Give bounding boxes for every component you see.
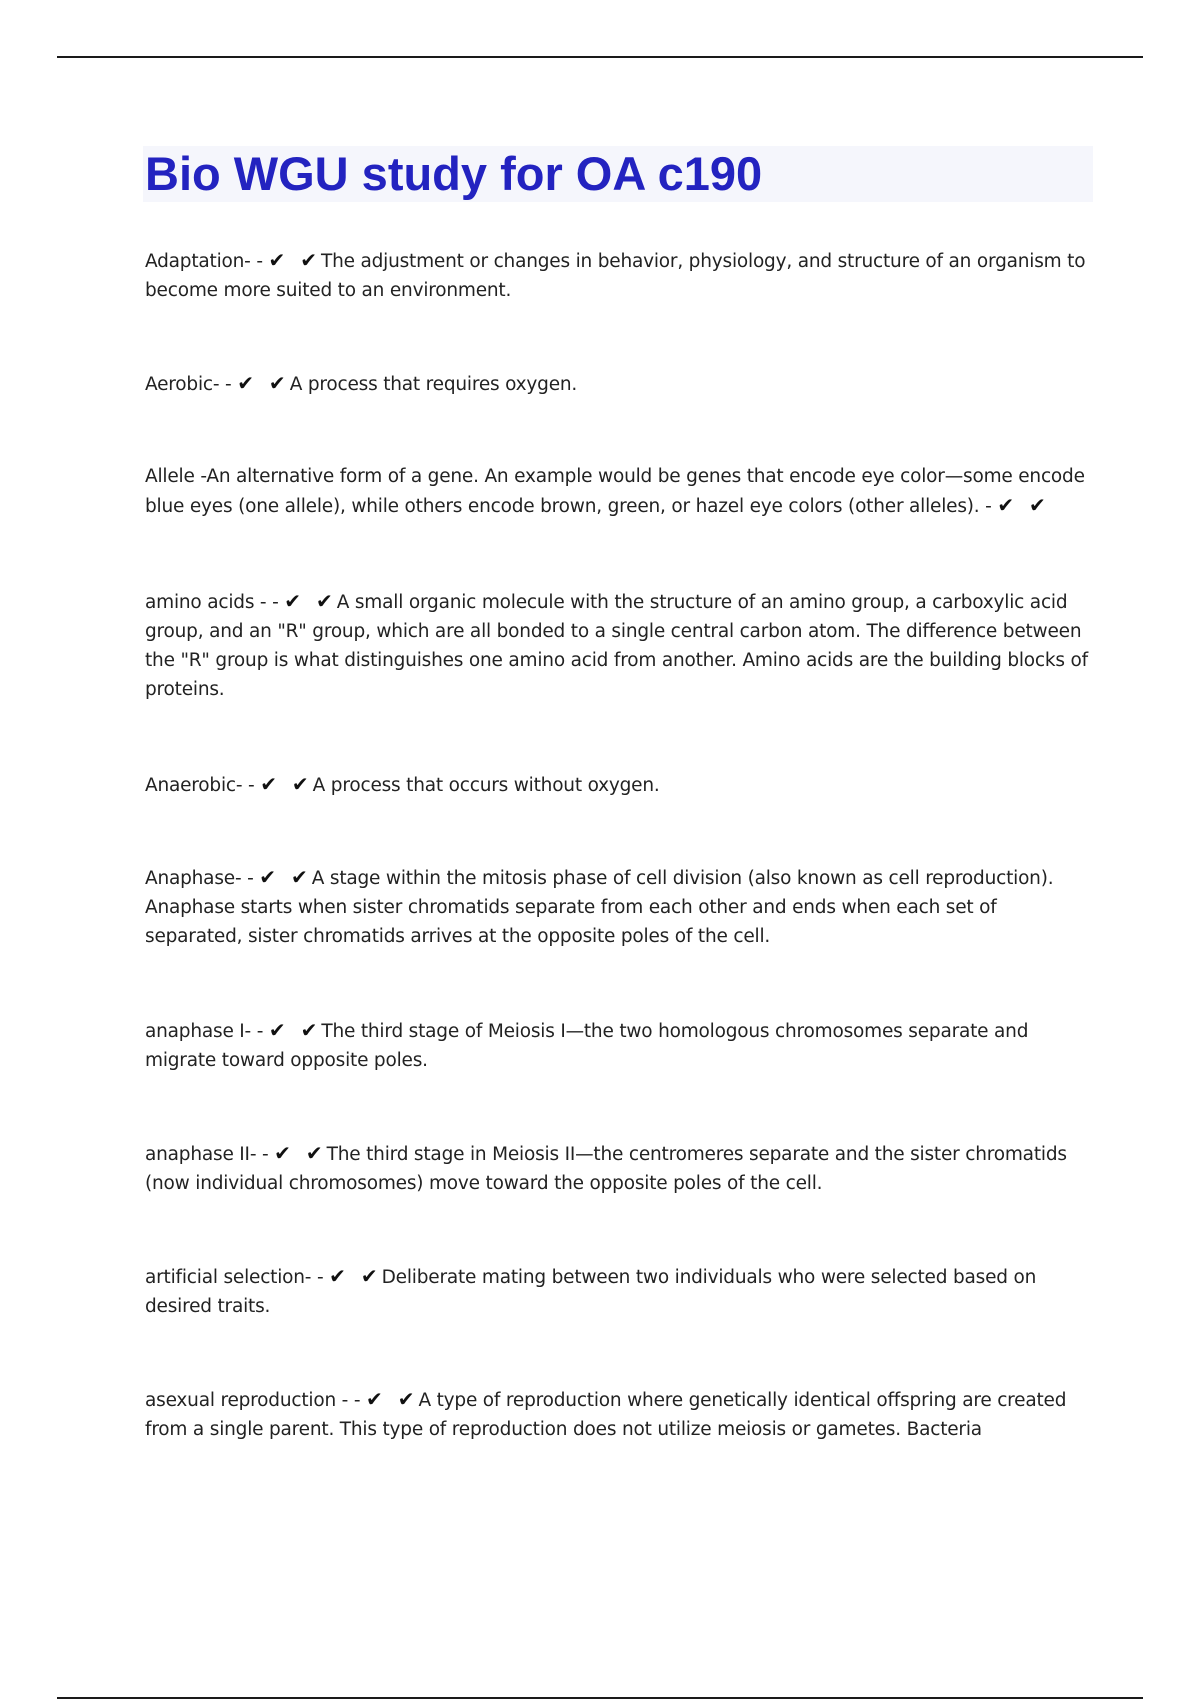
check-marks-icon: ✔ ✔ bbox=[997, 493, 1050, 517]
entry-amino-acids bbox=[145, 587, 1095, 704]
bottom-rule bbox=[57, 1697, 1143, 1699]
check-marks-icon: ✔ ✔ bbox=[260, 772, 313, 796]
entry-definition: The adjustment or changes in behavior, physiology, and structure of an organism to become more suited to an environment. bbox=[145, 251, 1086, 301]
entry-definition: A process that requires oxygen. bbox=[289, 374, 578, 395]
entry-definition: A stage within the mitosis phase of cell division (also known as cell reproduction). Anaphase starts when sister chromatids separate from each other and ends when each set of separated, sister chromatids arrives at the opposite poles of the cell. bbox=[145, 868, 1054, 947]
document-title: Bio WGU study for OA c190 bbox=[145, 147, 763, 200]
check-marks-icon: ✔ ✔ bbox=[274, 1141, 327, 1165]
entry-term: anaphase I- - bbox=[145, 1021, 269, 1042]
entry-anaerobic bbox=[145, 770, 1095, 800]
entry-term: asexual reproduction - - bbox=[145, 1390, 366, 1411]
entry-term: amino acids - - bbox=[145, 592, 285, 613]
entry-term: anaphase II- - bbox=[145, 1144, 275, 1165]
top-rule bbox=[57, 56, 1143, 58]
entry-term: Allele -An alternative form of a gene. An example would be genes that encode eye color—some encode blue eyes (one allele), while others encode brown, green, or hazel eye colors (other alleles). - bbox=[145, 466, 1085, 517]
entry-definition: Deliberate mating between two individuals who were selected based on desired traits. bbox=[145, 1267, 1037, 1317]
check-marks-icon: ✔ ✔ bbox=[237, 371, 290, 395]
entry-definition: A process that occurs without oxygen. bbox=[312, 775, 660, 796]
entry-definition: A small organic molecule with the structure of an amino group, a carboxylic acid group, and an "R" group, which are all bonded to a single central carbon atom. The difference between the "R" group is what distinguishes one amino acid from another. Amino acids are the building blocks of proteins. bbox=[145, 592, 1088, 700]
entry-aerobic bbox=[145, 369, 1095, 399]
entry-anaphase-ii bbox=[145, 1139, 1095, 1198]
title-banner bbox=[143, 146, 1093, 202]
entry-adaptation bbox=[145, 246, 1095, 305]
check-marks-icon: ✔ ✔ bbox=[365, 1387, 419, 1411]
entry-artificial-selection bbox=[145, 1262, 1095, 1321]
entry-asexual-reproduction bbox=[145, 1385, 1095, 1444]
check-marks-icon: ✔ ✔ bbox=[268, 248, 321, 272]
check-marks-icon: ✔ ✔ bbox=[329, 1264, 382, 1288]
entry-anaphase bbox=[145, 863, 1095, 951]
check-marks-icon: ✔ ✔ bbox=[259, 865, 312, 889]
entry-term: Anaphase- - bbox=[145, 868, 260, 889]
entry-definition: The third stage in Meiosis II—the centromeres separate and the sister chromatids (now individual chromosomes) move toward the opposite poles of the cell. bbox=[145, 1144, 1067, 1194]
entry-term: Aerobic- - bbox=[145, 374, 238, 395]
check-marks-icon: ✔ ✔ bbox=[284, 589, 337, 613]
entry-term: artificial selection- - bbox=[145, 1267, 330, 1288]
entry-allele bbox=[145, 462, 1095, 521]
entry-anaphase-i bbox=[145, 1016, 1095, 1075]
entry-term: Adaptation- - bbox=[145, 251, 269, 272]
entry-definition: A type of reproduction where genetically identical offspring are created from a single parent. This type of reproduction does not utilize meiosis or gametes. Bacteria bbox=[145, 1390, 1067, 1440]
entry-term: Anaerobic- - bbox=[145, 775, 261, 796]
check-marks-icon: ✔ ✔ bbox=[268, 1018, 322, 1042]
entry-definition: The third stage of Meiosis I—the two homologous chromosomes separate and migrate toward opposite poles. bbox=[145, 1021, 1029, 1071]
